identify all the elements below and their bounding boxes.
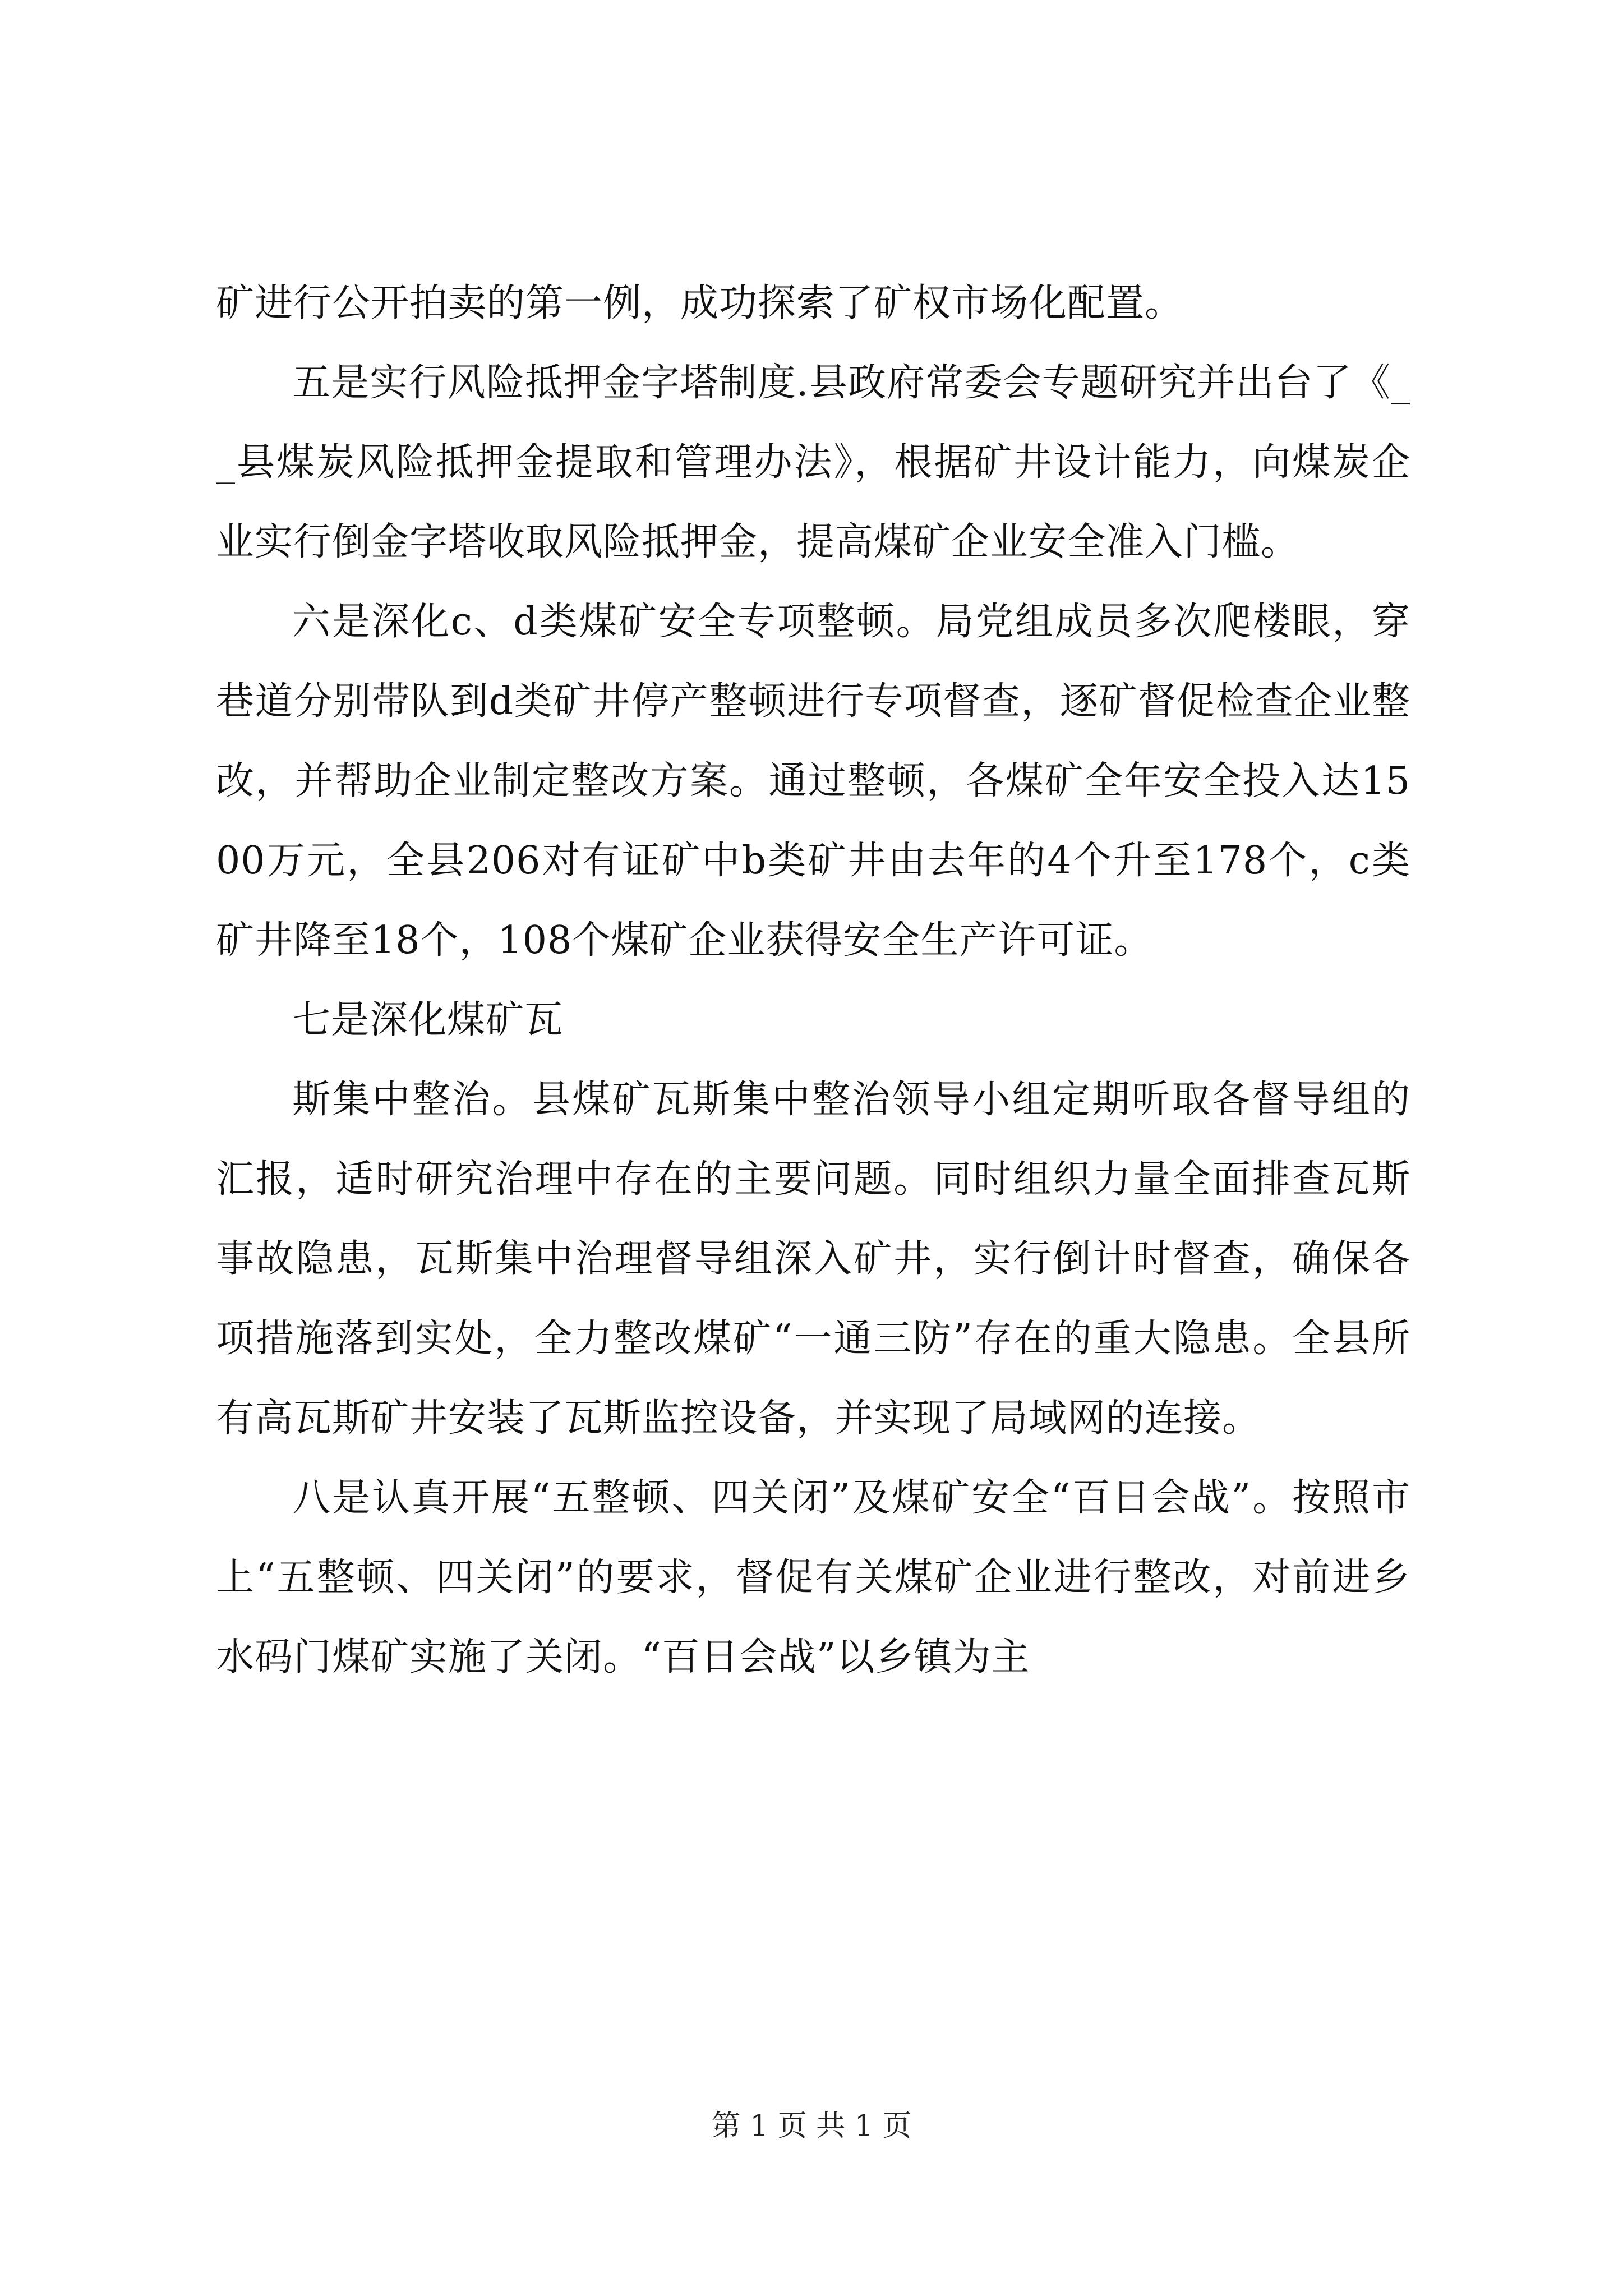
- paragraph-6: 八是认真开展“五整顿、四关闭”及煤矿安全“百日会战”。按照市上“五整顿、四关闭”的要求，督促有关煤矿企业进行整改，对前进乡水码门煤矿实施了关闭。“百日会战”以乡镇为主: [216, 1476, 1410, 1680]
- document-body: [216, 264, 1410, 1697]
- paragraph-3: 六是深化c、d类煤矿安全专项整顿。局党组成员多次爬楼眼，穿巷道分别带队到d类矿井停产整顿进行专项督查，逐矿督促检查企业整改，并帮助企业制定整改方案。通过整顿，各煤矿全年安全投入达1500万元，全县206对有证矿中b类矿井由去年的4个升至178个，c类矿井降至18个，108个煤矿企业获得安全生产许可证。: [216, 600, 1410, 963]
- paragraph-1: 矿进行公开拍卖的第一例，成功探索了矿权市场化配置。: [216, 281, 1184, 325]
- page-footer: 第 1 页 共 1 页: [711, 2109, 912, 2143]
- paragraph-5: 斯集中整治。县煤矿瓦斯集中整治领导小组定期听取各督导组的汇报，适时研究治理中存在的主要问题。同时组织力量全面排查瓦斯事故隐患，瓦斯集中治理督导组深入矿井，实行倒计时督查，确保各项措施落到实处，全力整改煤矿“一通三防”存在的重大隐患。全县所有高瓦斯矿井安装了瓦斯监控设备，并实现了局域网的连接。: [216, 1078, 1410, 1441]
- paragraph-4: 七是深化煤矿瓦: [292, 998, 564, 1042]
- paragraph-2: 五是实行风险抵押金字塔制度.县政府常委会专题研究并出台了《__县煤炭风险抵押金提取和管理办法》，根据矿井设计能力，向煤炭企业实行倒金字塔收取风险抵押金，提高煤矿企业安全准入门槛。: [216, 361, 1410, 564]
